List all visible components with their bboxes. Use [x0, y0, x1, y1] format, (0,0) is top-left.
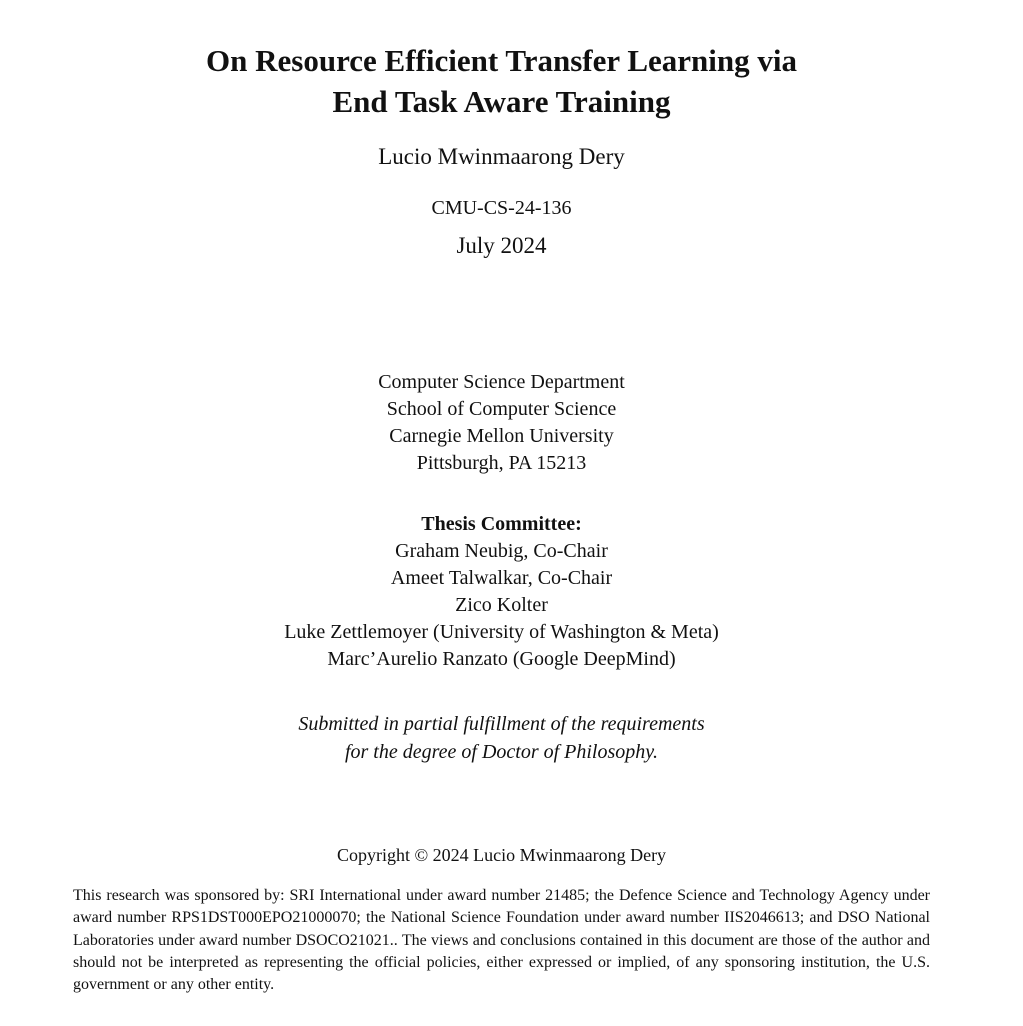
publication-date: July 2024 — [456, 233, 547, 258]
address-line: School of Computer Science — [386, 398, 617, 420]
copyright-notice: Copyright © 2024 Lucio Mwinmaarong Dery — [336, 845, 667, 865]
thesis-committee — [0, 511, 1003, 673]
address-line: Pittsburgh, PA 15213 — [416, 452, 587, 474]
department-address — [0, 369, 1003, 477]
committee-member: Graham Neubig, Co-Chair — [395, 540, 608, 562]
thesis-title — [0, 40, 1003, 122]
sponsorship-statement: This research was sponsored by: SRI International under award number 21485; the Defence Science and Technology Agency under award number RPS1DST000EPO21000070; the National Science Foundation under award number IIS2046613; and DSO National Laboratories under award number DSOCO21021.. The views and conclusions contained in this document are those of the author and should not be interpreted as representing the official policies, either expressed or implied, of any sponsoring institution, the U.S. government or any other entity. — [73, 887, 930, 994]
committee-member: Luke Zettlemoyer (University of Washington & Meta) — [284, 621, 719, 643]
title-line-2: End Task Aware Training — [332, 84, 671, 119]
committee-member: Ameet Talwalkar, Co-Chair — [390, 567, 613, 589]
committee-member: Marc’Aurelio Ranzato (Google DeepMind) — [327, 648, 676, 670]
committee-member: Zico Kolter — [455, 594, 548, 616]
address-line: Carnegie Mellon University — [389, 425, 614, 447]
address-line: Computer Science Department — [378, 371, 625, 393]
committee-heading: Thesis Committee: — [421, 513, 582, 535]
submission-line-1: Submitted in partial fulfillment of the requirements — [298, 713, 705, 735]
submission-statement — [0, 710, 1003, 766]
title-line-1: On Resource Efficient Transfer Learning via — [206, 43, 797, 78]
submission-line-2: for the degree of Doctor of Philosophy. — [344, 741, 659, 763]
author-name: Lucio Mwinmaarong Dery — [378, 144, 625, 169]
report-number: CMU-CS-24-136 — [431, 197, 572, 219]
